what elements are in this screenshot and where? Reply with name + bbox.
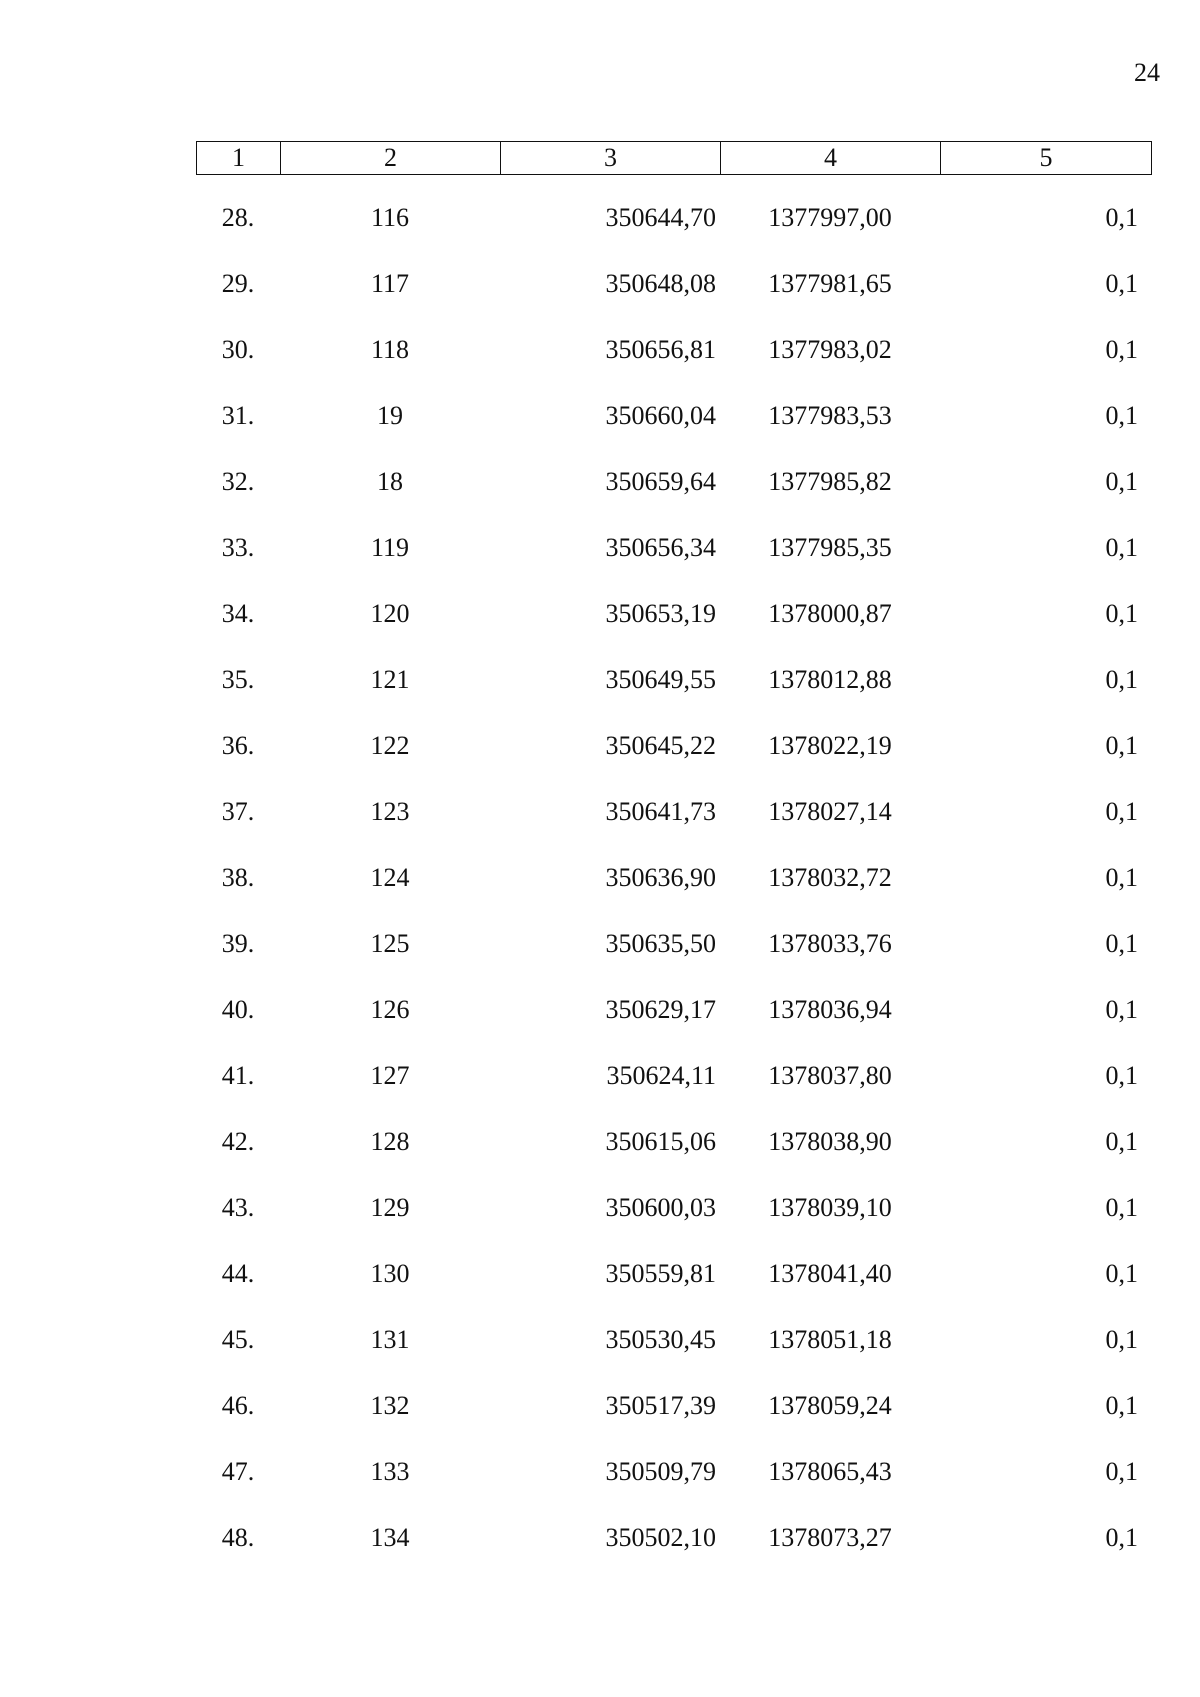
row-index-cell: 32. (221, 467, 255, 496)
point-number-cell: 116 (370, 203, 410, 232)
x-coordinate-cell: 350656,34 (605, 533, 716, 562)
table-header (196, 141, 1152, 175)
page-number: 24 (1134, 58, 1160, 87)
accuracy-cell: 0,1 (1105, 731, 1138, 760)
y-coordinate-cell: 1378037,80 (768, 1061, 892, 1090)
accuracy-cell: 0,1 (1105, 401, 1138, 430)
row-index-cell: 37. (221, 797, 255, 826)
accuracy-cell: 0,1 (1105, 533, 1138, 562)
row-index-cell: 42. (221, 1127, 255, 1156)
column-header-5: 5 (1039, 143, 1053, 172)
table-row (196, 792, 1152, 858)
x-coordinate-cell: 350656,81 (605, 335, 716, 364)
row-index-cell: 41. (221, 1061, 255, 1090)
point-number-cell: 129 (370, 1193, 410, 1222)
x-coordinate-cell: 350559,81 (605, 1259, 716, 1288)
accuracy-cell: 0,1 (1105, 1127, 1138, 1156)
row-index-cell: 31. (221, 401, 255, 430)
accuracy-cell: 0,1 (1105, 335, 1138, 364)
y-coordinate-cell: 1377997,00 (768, 203, 892, 232)
column-header-4: 4 (721, 142, 941, 174)
y-coordinate-cell: 1378059,24 (768, 1391, 892, 1420)
table-row (196, 330, 1152, 396)
row-index-cell: 43. (221, 1193, 255, 1222)
point-number-cell: 118 (370, 335, 410, 364)
table-row (196, 528, 1152, 594)
x-coordinate-cell: 350659,64 (605, 467, 716, 496)
point-number-cell: 124 (370, 863, 410, 892)
table-row (196, 1188, 1152, 1254)
accuracy-cell: 0,1 (1105, 599, 1138, 628)
y-coordinate-cell: 1378022,19 (768, 731, 892, 760)
row-index-cell: 38. (221, 863, 255, 892)
row-index-cell: 33. (221, 533, 255, 562)
table-row (196, 1452, 1152, 1518)
x-coordinate-cell: 350517,39 (605, 1391, 716, 1420)
table-row (196, 1254, 1152, 1320)
point-number-cell: 120 (370, 599, 410, 628)
y-coordinate-cell: 1378032,72 (768, 863, 892, 892)
table-row (196, 1122, 1152, 1188)
point-number-cell: 126 (370, 995, 410, 1024)
row-index-cell: 29. (221, 269, 255, 298)
accuracy-cell: 0,1 (1105, 269, 1138, 298)
table-row (196, 990, 1152, 1056)
table-row (196, 924, 1152, 990)
point-number-cell: 131 (370, 1325, 410, 1354)
point-number-cell: 19 (377, 401, 403, 430)
accuracy-cell: 0,1 (1105, 1523, 1138, 1552)
row-index-cell: 44. (221, 1259, 255, 1288)
row-index-cell: 30. (221, 335, 255, 364)
x-coordinate-cell: 350530,45 (605, 1325, 716, 1354)
row-index-cell: 36. (221, 731, 255, 760)
point-number-cell: 127 (370, 1061, 410, 1090)
table-row (196, 1518, 1152, 1584)
y-coordinate-cell: 1378000,87 (768, 599, 892, 628)
y-coordinate-cell: 1377981,65 (768, 269, 892, 298)
y-coordinate-cell: 1378041,40 (768, 1259, 892, 1288)
point-number-cell: 119 (370, 533, 410, 562)
x-coordinate-cell: 350509,79 (605, 1457, 716, 1486)
column-header-2: 2 (281, 142, 501, 174)
accuracy-cell: 0,1 (1105, 1457, 1138, 1486)
table-row (196, 1320, 1152, 1386)
column-header-1: 1 (197, 142, 281, 174)
accuracy-cell: 0,1 (1105, 1391, 1138, 1420)
accuracy-cell: 0,1 (1105, 665, 1138, 694)
x-coordinate-cell: 350648,08 (605, 269, 716, 298)
accuracy-cell: 0,1 (1105, 1325, 1138, 1354)
y-coordinate-cell: 1377983,53 (768, 401, 892, 430)
y-coordinate-cell: 1378033,76 (768, 929, 892, 958)
row-index-cell: 39. (221, 929, 255, 958)
y-coordinate-cell: 1378051,18 (768, 1325, 892, 1354)
x-coordinate-cell: 350644,70 (605, 203, 716, 232)
table-row (196, 396, 1152, 462)
row-index-cell: 34. (221, 599, 255, 628)
table-row (196, 726, 1152, 792)
x-coordinate-cell: 350641,73 (605, 797, 716, 826)
column-header-3: 3 (501, 142, 721, 174)
row-index-cell: 28. (221, 203, 255, 232)
row-index-cell: 46. (221, 1391, 255, 1420)
y-coordinate-cell: 1378012,88 (768, 665, 892, 694)
point-number-cell: 122 (370, 731, 410, 760)
accuracy-cell: 0,1 (1105, 797, 1138, 826)
point-number-cell: 132 (370, 1391, 410, 1420)
table-row (196, 1056, 1152, 1122)
x-coordinate-cell: 350653,19 (605, 599, 716, 628)
table-body (196, 198, 1152, 1584)
y-coordinate-cell: 1378065,43 (768, 1457, 892, 1486)
y-coordinate-cell: 1377985,82 (768, 467, 892, 496)
row-index-cell: 35. (221, 665, 255, 694)
accuracy-cell: 0,1 (1105, 1061, 1138, 1090)
point-number-cell: 121 (370, 665, 410, 694)
x-coordinate-cell: 350636,90 (605, 863, 716, 892)
y-coordinate-cell: 1378027,14 (768, 797, 892, 826)
x-coordinate-cell: 350624,11 (606, 1061, 716, 1090)
y-coordinate-cell: 1377985,35 (768, 533, 892, 562)
x-coordinate-cell: 350635,50 (605, 929, 716, 958)
x-coordinate-cell: 350649,55 (605, 665, 716, 694)
accuracy-cell: 0,1 (1105, 863, 1138, 892)
y-coordinate-cell: 1377983,02 (768, 335, 892, 364)
point-number-cell: 134 (370, 1523, 410, 1552)
table-row (196, 462, 1152, 528)
x-coordinate-cell: 350629,17 (605, 995, 716, 1024)
point-number-cell: 123 (370, 797, 410, 826)
point-number-cell: 130 (370, 1259, 410, 1288)
y-coordinate-cell: 1378039,10 (768, 1193, 892, 1222)
accuracy-cell: 0,1 (1105, 929, 1138, 958)
y-coordinate-cell: 1378036,94 (768, 995, 892, 1024)
accuracy-cell: 0,1 (1105, 995, 1138, 1024)
row-index-cell: 45. (221, 1325, 255, 1354)
point-number-cell: 18 (377, 467, 403, 496)
row-index-cell: 47. (221, 1457, 255, 1486)
x-coordinate-cell: 350502,10 (605, 1523, 716, 1552)
x-coordinate-cell: 350660,04 (605, 401, 716, 430)
x-coordinate-cell: 350600,03 (605, 1193, 716, 1222)
table-row (196, 198, 1152, 264)
table-row (196, 660, 1152, 726)
point-number-cell: 125 (370, 929, 410, 958)
x-coordinate-cell: 350615,06 (605, 1127, 716, 1156)
table-row (196, 264, 1152, 330)
point-number-cell: 128 (370, 1127, 410, 1156)
row-index-cell: 48. (221, 1523, 255, 1552)
table-row (196, 594, 1152, 660)
accuracy-cell: 0,1 (1105, 1193, 1138, 1222)
accuracy-cell: 0,1 (1105, 467, 1138, 496)
y-coordinate-cell: 1378073,27 (768, 1523, 892, 1552)
x-coordinate-cell: 350645,22 (605, 731, 716, 760)
accuracy-cell: 0,1 (1105, 203, 1138, 232)
row-index-cell: 40. (221, 995, 255, 1024)
accuracy-cell: 0,1 (1105, 1259, 1138, 1288)
y-coordinate-cell: 1378038,90 (768, 1127, 892, 1156)
point-number-cell: 133 (370, 1457, 410, 1486)
table-row (196, 1386, 1152, 1452)
point-number-cell: 117 (370, 269, 410, 298)
table-row (196, 858, 1152, 924)
